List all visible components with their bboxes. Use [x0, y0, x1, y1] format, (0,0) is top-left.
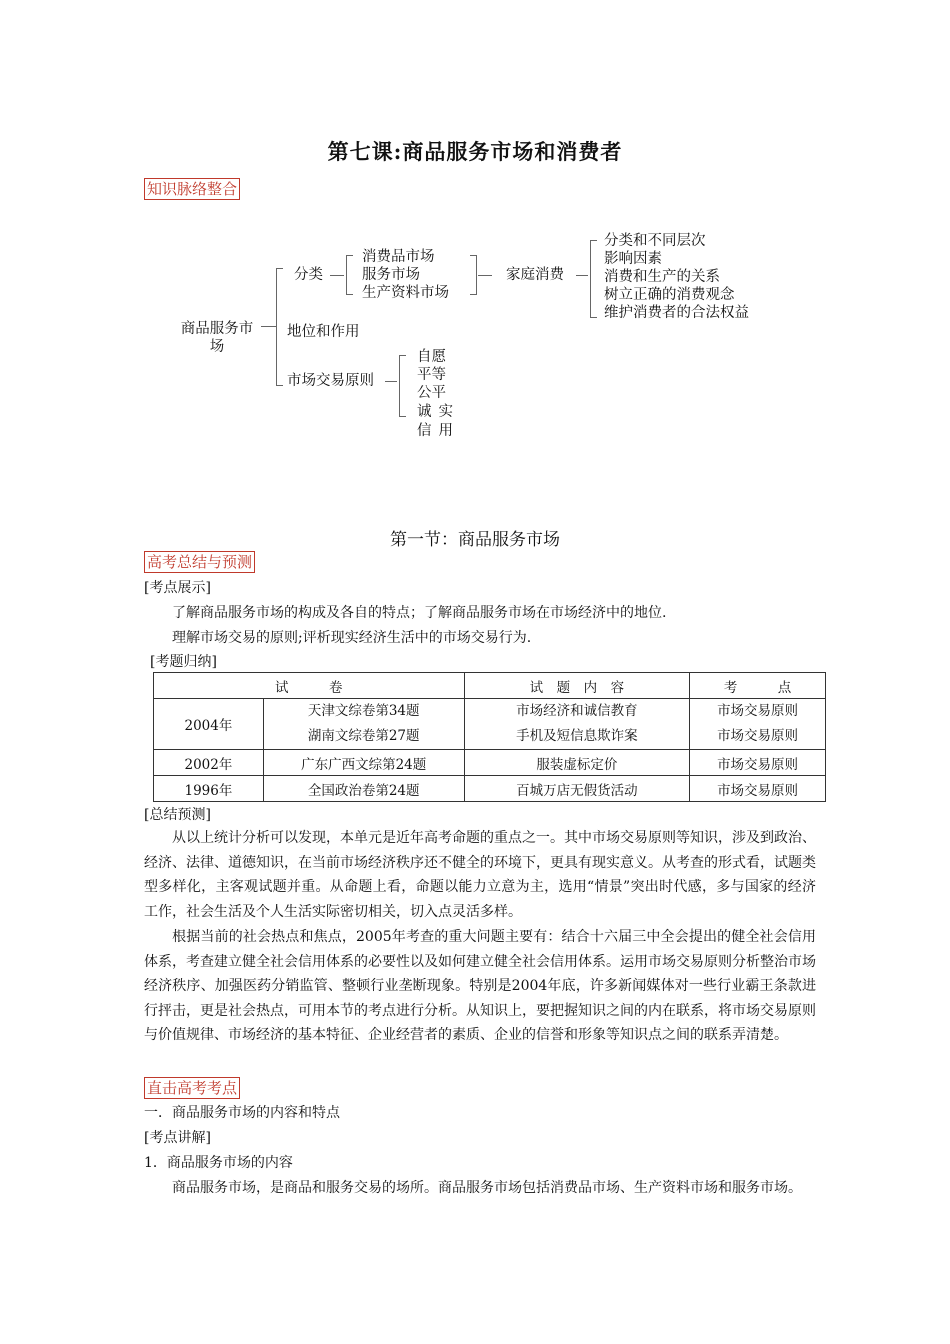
- root-bracket: [276, 268, 283, 386]
- header-cell: 试 卷: [154, 673, 465, 699]
- table-row: [154, 699, 826, 750]
- summary-paragraph: [144, 826, 816, 924]
- family-connector: [478, 275, 492, 276]
- year-cell: 2004年: [154, 699, 264, 750]
- principles-connector: [385, 381, 397, 382]
- family-items-connector: [576, 275, 588, 276]
- principle-item: 平等: [417, 367, 446, 383]
- point-line: 市场交易原则: [717, 703, 799, 719]
- kaodian-zhanshi: [考点展示]: [144, 580, 211, 596]
- content-cell: 服装虚标定价: [464, 750, 690, 776]
- point-line: 市场交易原则: [717, 728, 799, 744]
- mindmap-family: 家庭消费: [506, 267, 564, 283]
- mindmap-status: 地位和作用: [287, 324, 360, 340]
- paper-cell: 广东广西文综第24题: [263, 750, 464, 776]
- year-cell: 1996年: [154, 776, 264, 802]
- table-row: [154, 776, 826, 802]
- content-line: 手机及短信息欺诈案: [516, 728, 638, 744]
- family-bracket: [590, 240, 597, 318]
- paper-cell: 全国政治卷第24题: [263, 776, 464, 802]
- direct-exam-label: 直击高考考点: [144, 1077, 240, 1099]
- family-item: 分类和不同层次: [604, 233, 706, 249]
- kaoti-guina: [考题归纳]: [150, 654, 217, 670]
- item1-title: 1．商品服务市场的内容: [144, 1155, 293, 1171]
- family-item: 维护消费者的合法权益: [604, 305, 749, 321]
- point-cell: [690, 699, 826, 750]
- exam-table: [153, 672, 826, 802]
- table-row: [154, 750, 826, 776]
- paper-line: 天津文综卷第34题: [307, 703, 420, 719]
- classify-right-bracket: [470, 255, 477, 295]
- classify-item: 生产资料市场: [362, 285, 449, 301]
- year-cell: 2002年: [154, 750, 264, 776]
- content-cell: [464, 699, 690, 750]
- knowledge-map-label: 知识脉络整合: [144, 178, 240, 200]
- summary-text: 从以上统计分析可以发现，本单元是近年高考命题的重点之一。其中市场交易原则等知识，涉及到政治、经济、法律、道德知识，在当前市场经济秩序还不健全的环境下，更具有现实意义。从考查的形式看，试题类型多样化，主客观试题并重。从命题上看，命题以能力立意为主，选用“情景”突出时代感，多与国家的经济工作，社会生活及个人生活实际密切相关，切入点灵活多样。: [144, 830, 816, 920]
- header-cell: 试 题 内 容: [464, 673, 690, 699]
- item1-text: 商品服务市场，是商品和服务交易的场所。商品服务市场包括消费品市场、生产资料市场和服务市场。: [172, 1180, 802, 1196]
- principle-item: 自愿: [417, 349, 446, 365]
- content-cell: 百城万店无假货活动: [464, 776, 690, 802]
- principle-item: 公平: [417, 385, 446, 401]
- mindmap-root: 商品服务市场: [180, 321, 254, 355]
- point1-title: 一．商品服务市场的内容和特点: [144, 1105, 340, 1121]
- kaodian-jiangjie: [考点讲解]: [144, 1130, 211, 1146]
- forecast-text: 根据当前的社会热点和焦点，2005年考查的重大问题主要有：结合十六届三中全会提出的健全社会信用体系，考查建立健全社会信用体系的必要性以及如何建立健全社会信用体系。运用市场交易原则分析整治市场经济秩序、加强医药分销监管、整顿行业垄断现象。特别是2004年底，许多新闻媒体对一些行业霸王条款进行抨击，更是社会热点，可用本节的考点进行分析。从知识上，要把握知识之间的内在联系，将市场交易原则与价值规律、市场经济的基本特征、企业经营者的素质、企业的信誉和形象等知识点之间的联系弄清楚。: [144, 929, 816, 1044]
- paper-line: 湖南文综卷第27题: [307, 728, 420, 744]
- zongjie-yuce: [总结预测]: [144, 807, 211, 823]
- point-cell: 市场交易原则: [690, 776, 826, 802]
- principles-bracket: [399, 355, 406, 417]
- family-item: 消费和生产的关系: [604, 269, 720, 285]
- section-title: 第一节：商品服务市场: [390, 530, 560, 550]
- paper-cell: [263, 699, 464, 750]
- point-cell: 市场交易原则: [690, 750, 826, 776]
- zhanshi-line: 了解商品服务市场的构成及各自的特点；了解商品服务市场在市场经济中的地位.: [172, 605, 667, 621]
- classify-item: 消费品市场: [362, 249, 435, 265]
- root-connector: [261, 326, 276, 327]
- mindmap-principles: 市场交易原则: [287, 373, 374, 389]
- header-cell: 考 点: [690, 673, 826, 699]
- classify-bracket: [346, 255, 353, 295]
- mindmap-classify: 分类: [294, 267, 323, 283]
- table-header-row: [154, 673, 826, 699]
- content-line: 市场经济和诚信教育: [516, 703, 638, 719]
- principle-item: 诚实信用: [417, 404, 460, 439]
- page-title: 第七课:商品服务市场和消费者: [327, 139, 623, 164]
- forecast-paragraph: [144, 925, 816, 1048]
- family-item: 树立正确的消费观念: [604, 287, 735, 303]
- classify-connector: [330, 275, 344, 276]
- zhanshi-line: 理解市场交易的原则;评析现实经济生活中的市场交易行为.: [172, 630, 532, 646]
- summary-forecast-label: 高考总结与预测: [144, 551, 255, 573]
- family-item: 影响因素: [604, 251, 662, 267]
- classify-item: 服务市场: [362, 267, 420, 283]
